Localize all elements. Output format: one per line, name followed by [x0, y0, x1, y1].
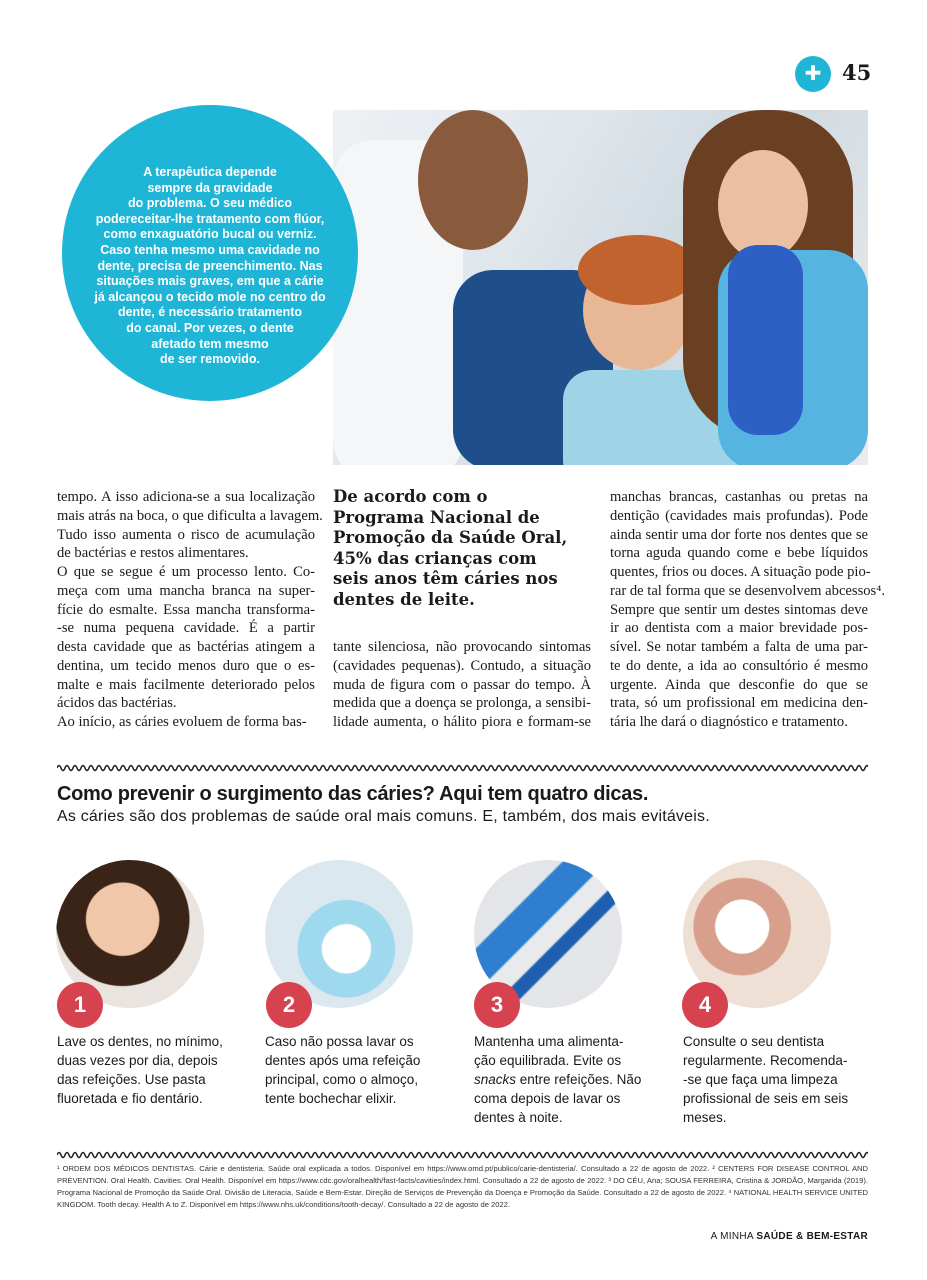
page-number: 45 — [842, 60, 872, 85]
bubble-line: A terapêutica depende — [143, 165, 277, 179]
text-line: rar de tal forma que se desenvolvem abcessos⁴. — [610, 582, 885, 599]
info-bubble — [62, 105, 358, 401]
article-column-3 — [610, 488, 885, 732]
tip-text — [57, 1032, 227, 1108]
bubble-line: podereceitar-lhe tratamento com flúor, — [95, 211, 325, 226]
text-line: O que se segue é um processo lento. Co- — [57, 564, 315, 580]
text-line: Tudo isso aumenta o risco de acumulação — [57, 526, 315, 543]
wavy-divider — [57, 1150, 868, 1160]
tips-subtitle: As cáries são dos problemas de saúde oral mais comuns. E, também, dos mais evitáveis. — [57, 808, 710, 825]
bubble-line: dente, precisa de preenchimento. Nas — [97, 258, 323, 273]
text-line: meça com uma mancha branca na super- — [57, 582, 315, 599]
tip-number-badge: 3 — [474, 982, 520, 1028]
text-line: dentes após uma refeição — [265, 1053, 421, 1068]
text-line: meses. — [683, 1110, 727, 1125]
text-line: fluoretada e fio dentário. — [57, 1091, 203, 1106]
text-line: dentes de leite. — [333, 589, 475, 609]
text-line: dentes à noite. — [474, 1110, 563, 1125]
text-line: lidade aumenta, o hálito piora e formam-se — [333, 714, 591, 730]
bubble-line: afetado tem mesmo — [151, 336, 269, 351]
dentist-photo — [333, 110, 868, 465]
bubble-line: já alcançou o tecido mole no centro do — [94, 289, 326, 304]
bubble-line: como enxaguatório bucal ou verniz. — [103, 227, 317, 242]
text-line: malte e mais facilmente deteriorado pelos — [57, 676, 315, 693]
bubble-line: situações mais graves, em que a cárie — [96, 274, 324, 289]
text-line: snacks entre refeições. Não — [474, 1072, 642, 1087]
text-line: Mantenha uma alimenta- — [474, 1034, 624, 1049]
text-line: -se numa pequena cavidade. É a partir — [57, 620, 315, 637]
tips-title: Como prevenir o surgimento das cáries? Aqui tem quatro dicas. — [57, 783, 649, 805]
text-line: Sempre que sentir um destes sintomas deve — [610, 601, 868, 618]
bubble-line: de ser removido. — [159, 352, 261, 367]
article-column-1 — [57, 488, 323, 732]
text-line: Promoção da Saúde Oral, — [333, 528, 568, 547]
text-line: coma depois de lavar os — [474, 1091, 621, 1106]
text-line: sível. Se notar também a falta de uma par- — [610, 639, 868, 655]
pharmacy-logo-icon: ✚ — [795, 56, 831, 92]
text-line: quentes, frios ou doces. A situação pode pio- — [610, 564, 871, 580]
text-line: muda de figura com o passar do tempo. À — [333, 676, 591, 693]
footnotes: ¹ ORDEM DOS MÉDICOS DENTISTAS. Cárie e dentisteria. Saúde oral explicada a todos. Disponível em https://www.omd.pt/publico/carie-dentisteria/. Consultado a 22 de agosto de 2022. ² CENTERS FOR DISEASE CONTROL AND PREVENTION. Oral Health. Cavities. Oral Health. Disponível em https://www.cdc.gov/oralhealth/fast-facts/cavities/index.html. Consultado a 22 de agosto de 2022. ³ DO CÉU, Ana; SOUSA FERREIRA, Cristina & JORDÃO, Margarida (2019). Programa Nacional de Promoção da Saúde Oral. Divisão de Literacia, Saúde e Bem-Estar. Direção de Serviços de Prevenção da Doença e Promoção da Saúde. Consultado a 22 de agosto de 2022. ⁴ NATIONAL HEALTH SERVICE UNITED KINGDOM. Tooth decay. Health A to Z. Disponível em https://www.nhs.uk/conditions/tooth-decay/. Consultado a 22 de agosto de 2022. — [57, 1164, 868, 1209]
text-line: medida que a doença se prolonga, a sensibi- — [333, 695, 591, 712]
pull-quote — [333, 487, 591, 610]
text-line: regularmente. Recomenda- — [683, 1053, 848, 1068]
text-line: (cavidades pequenas). Contudo, a situação — [333, 657, 591, 674]
text-line: manchas brancas, castanhas ou pretas na — [610, 489, 868, 505]
bubble-line: dente, é necessário tratamento — [117, 305, 303, 320]
text-line: seis anos têm cáries nos — [333, 569, 558, 588]
text-line: principal, como o almoço, — [265, 1072, 419, 1087]
text-line: torna aguda quando come e bebe líquidos — [610, 545, 868, 562]
text-line: profissional de seis em seis — [683, 1091, 849, 1106]
text-line: ácidos das bactérias. — [57, 695, 177, 712]
text-line: de bactérias e restos alimentares. — [57, 545, 249, 562]
text-line: tante silenciosa, não provocando sintomas — [333, 639, 591, 655]
text-line: dentina, um tecido menos duro que o es- — [57, 657, 315, 674]
text-line: 45% das crianças com — [333, 548, 537, 568]
text-line: te do dente, a ida ao consultório é mesmo — [610, 657, 868, 674]
footer-section: SAÚDE & BEM-ESTAR — [756, 1231, 868, 1242]
tip-text — [683, 1032, 853, 1127]
bubble-line: do problema. O seu médico — [128, 196, 292, 211]
text-line: Consulte o seu dentista — [683, 1034, 825, 1049]
text-line: das refeições. Use pasta — [57, 1072, 206, 1087]
text-line: duas vezes por dia, depois — [57, 1053, 218, 1068]
text-line: Lave os dentes, no mínimo, — [57, 1034, 223, 1049]
text-line: mais atrás na boca, o que dificulta a lavagem. — [57, 507, 323, 524]
text-line: -se que faça uma limpeza — [683, 1072, 838, 1087]
tip-number-badge: 2 — [266, 982, 312, 1028]
text-line: tempo. A isso adiciona-se a sua localização — [57, 489, 315, 505]
page-footer — [711, 1231, 868, 1242]
text-line: desta cavidade que as bactérias atingem a — [57, 639, 315, 655]
text-line: De acordo com o — [333, 487, 488, 506]
text-line: urgente. Ainda que desconfie do que se — [610, 676, 868, 693]
text-line: Caso não possa lavar os — [265, 1034, 414, 1049]
bubble-line: do canal. Por vezes, o dente — [126, 320, 294, 335]
text-line: fície do esmalte. Essa mancha transforma- — [57, 601, 315, 618]
text-line: tária lhe dará o diagnóstico e tratamento. — [610, 714, 848, 730]
text-line: Ao início, as cáries evoluem de forma bas- — [57, 714, 307, 730]
tip-number-badge: 1 — [57, 982, 103, 1028]
text-line: trata, só um profissional em medicina den- — [610, 695, 868, 712]
text-line: ir ao dentista com a maior brevidade pos- — [610, 620, 868, 637]
tip-text — [265, 1032, 435, 1108]
text-line: tente bochechar elixir. — [265, 1091, 397, 1106]
text-line: Programa Nacional de — [333, 507, 540, 527]
bubble-line: sempre da gravidade — [147, 180, 273, 195]
bubble-line: Caso tenha mesmo uma cavidade no — [100, 242, 320, 257]
tip-text — [474, 1032, 644, 1127]
wavy-divider — [57, 763, 868, 773]
footer-prefix: A MINHA — [710, 1231, 754, 1242]
text-line: dentição (cavidades mais profundas). Pode — [610, 507, 868, 524]
article-column-2 — [333, 638, 591, 732]
text-line: ainda sentir uma dor forte nos dentes que se — [610, 526, 868, 543]
text-line: ção equilibrada. Evite os — [474, 1053, 622, 1068]
tip-number-badge: 4 — [682, 982, 728, 1028]
